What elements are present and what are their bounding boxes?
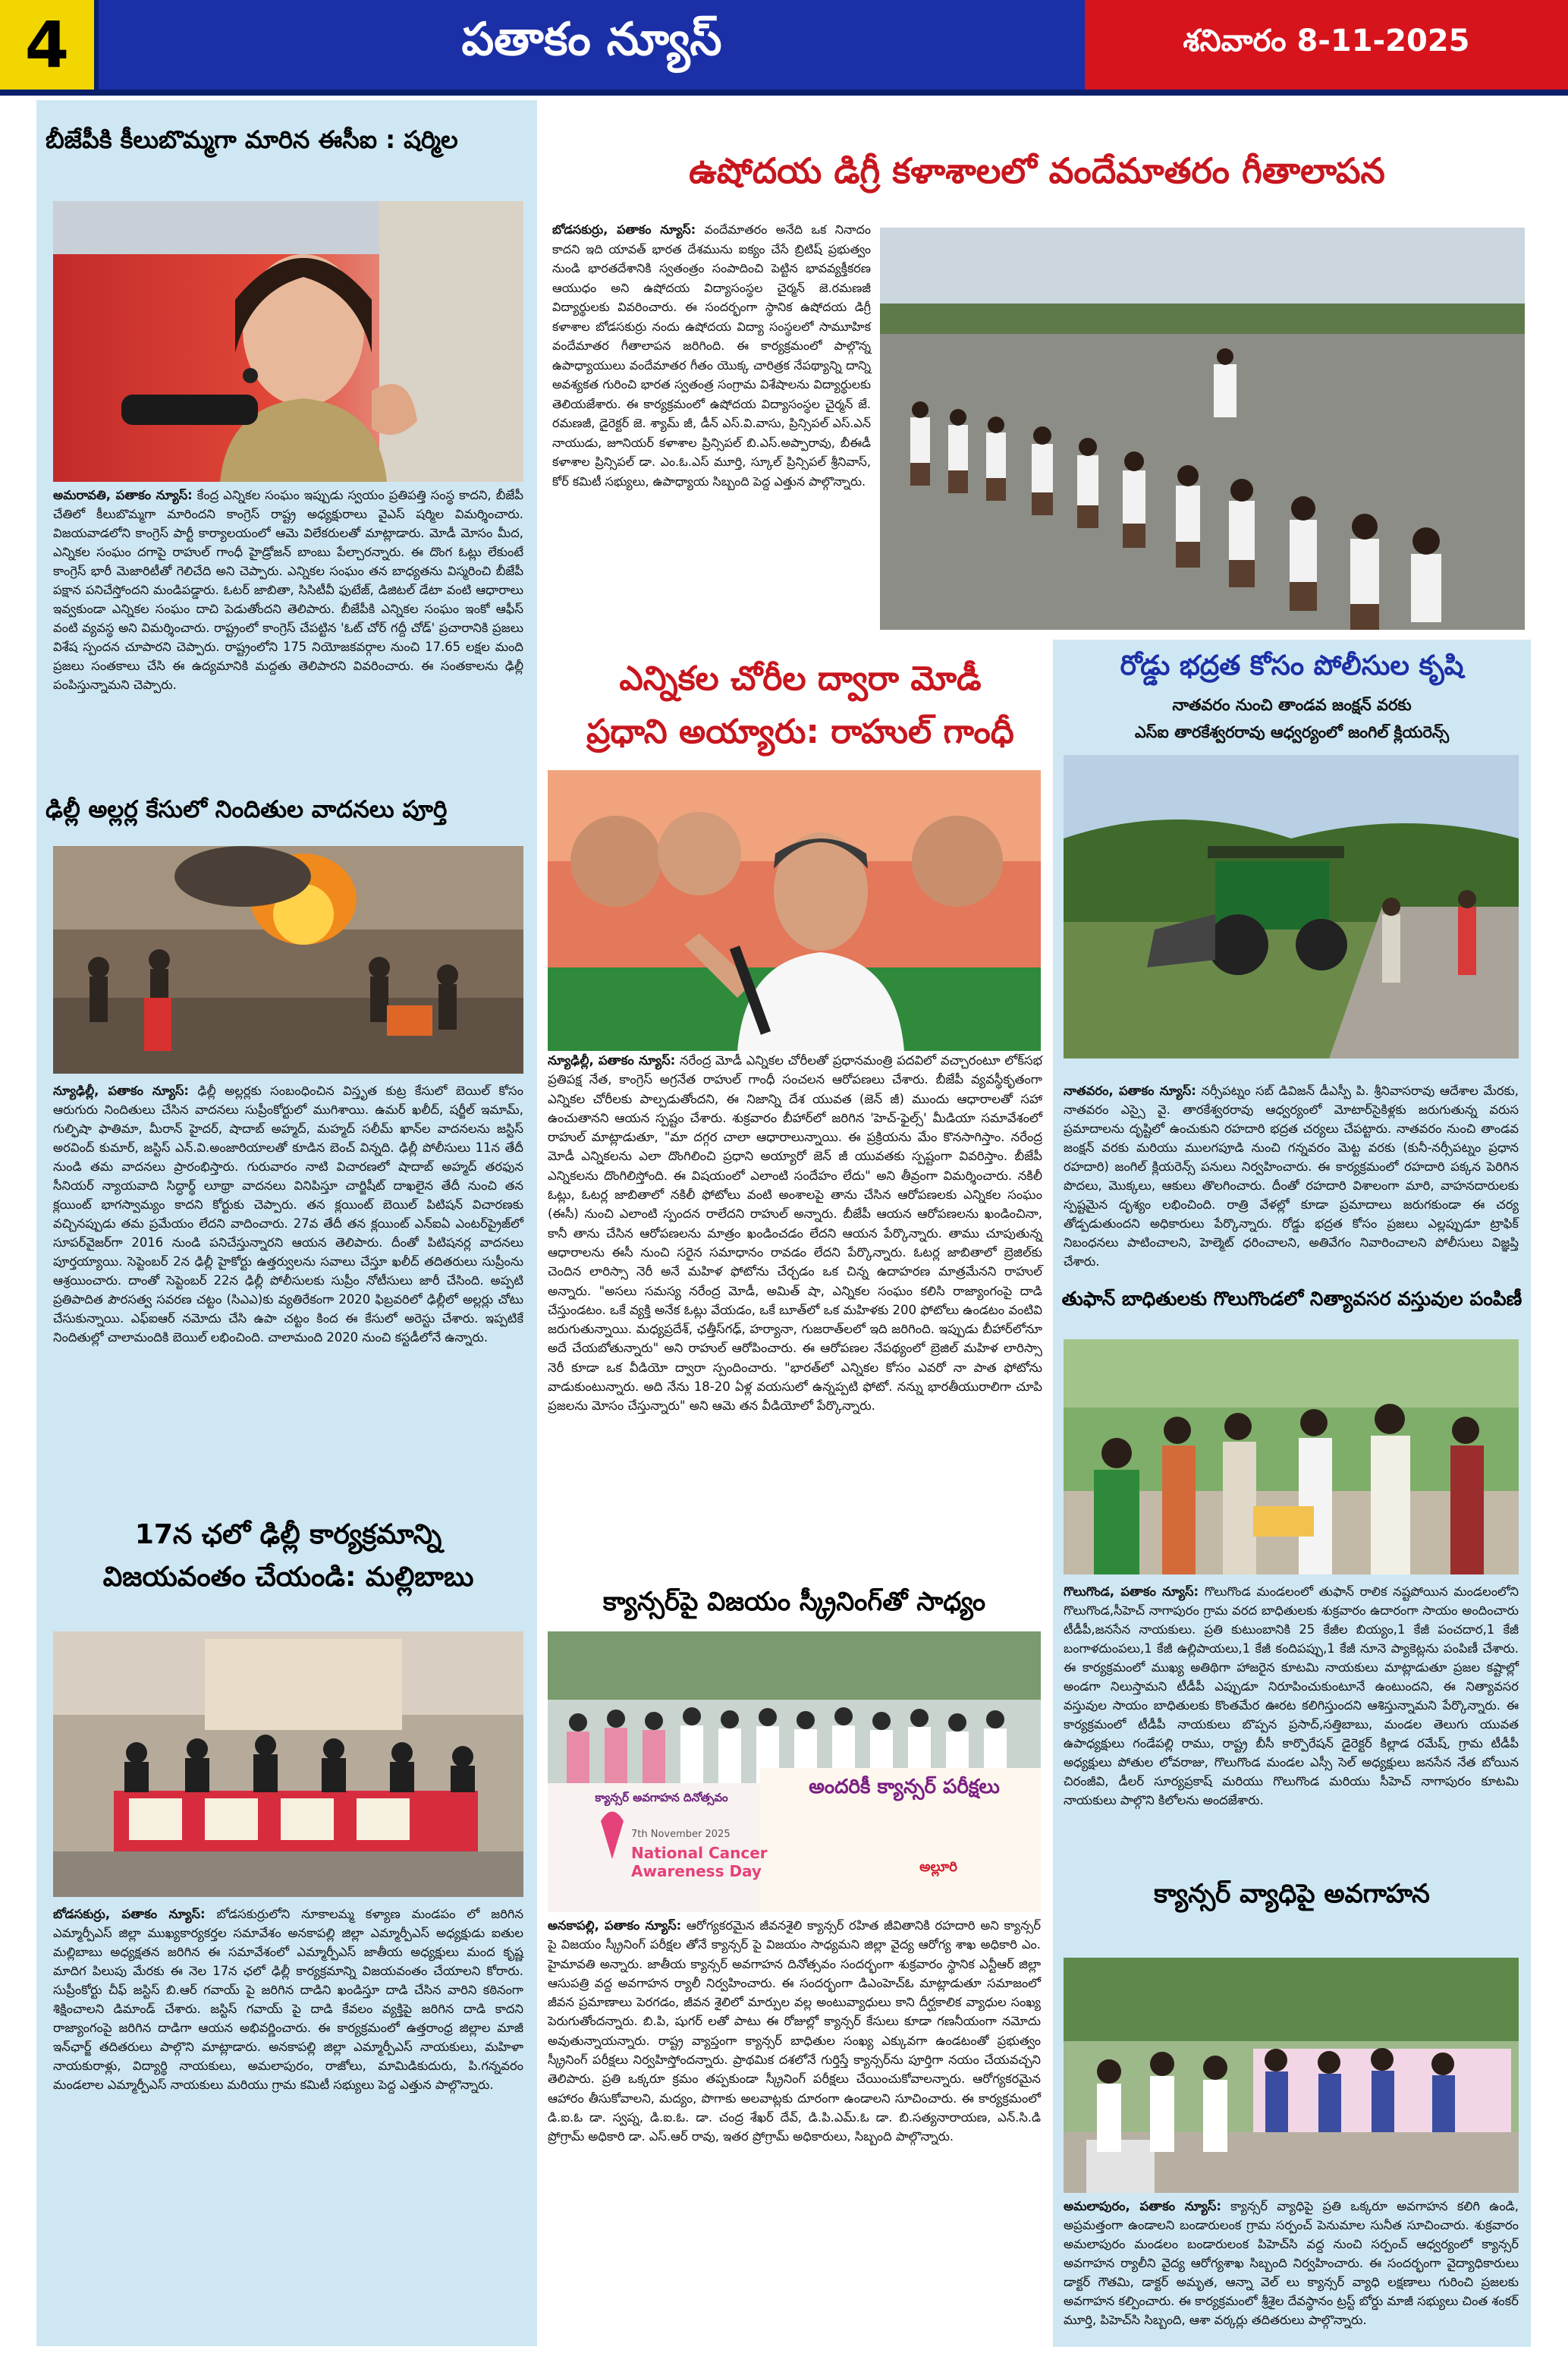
cancer-awareness-headline: క్యాన్సర్ వ్యాధిపై అవగాహన	[1154, 1879, 1430, 1909]
sharmila-body: కేంద్ర ఎన్నికల సంఘం ఇప్పుడు స్వయం ప్రతిపత్తి సంస్థ కాదని, బీజేపీ చేతిలో కీలుబొమ్మగా మారిందని కాంగ్రెస్ రాష్ట్ర అధ్యక్షురాలు వైఎస్ షర్మిల విమర్శించారు. విజయవాడలోని కాంగ్రెస్ పార్టీ కార్యాలయంలో ఆమె విలేకరులతో మాట్లాడారు. మోడీ మోసం మీద, ఎన్నికల సంఘం దగాపై రాహుల్ గాంధీ హైడ్రోజన్ బాంబు పేల్చారన్నారు. ఈ దొంగ ఓట్లు లేకుంటే కాంగ్రెస్ భారీ మెజారిటీతో గెలిచేది అని చెప్పారు. ఎన్నికల సంఘం తన బాధ్యతను విస్మరించి బీజేపీ పక్షాన పనిచేస్తోందని మండిపడ్డారు. ఓటర్ జాబితా, సిసిటీవీ ఫుటేజ్, డిజిటల్ డేటా వంటి ఆధారాలు ఇవ్వకుండా ఎన్నికల సంఘం దాచి పెడుతోందని తెలిపారు. బీజేపీకి ఎన్నికల సంఘం ఇంకో ఆఫీస్ వంటి వ్యవస్థ అని విమర్శించారు. రాష్ట్రంలో కాంగ్రెస్ చేపట్టిన 'ఓట్ చోర్ గద్దీ చోడ్' ప్రచారానికి ప్రజలు విశేష స్పందన చూపారని చెప్పారు. రాష్ట్రంలోని 175 నియోజకవర్గాల నుంచి 17.65 లక్షల మంది ప్రజలు సంతకాలు చేసి ఈ ఉద్యమానికి మద్దతు తెలిపారని వివరించారు. ఈ సంతకాలను ఢిల్లీ పంపిస్తున్నామని చెప్పారు.	[53, 488, 523, 692]
mallibabu-article	[46, 1499, 531, 1620]
toofan-relief-article	[1059, 1279, 1525, 1324]
delhi-riots-dateline: న్యూఢిల్లీ, పతాకం న్యూస్:	[53, 1084, 189, 1098]
sharmila-photo	[53, 201, 523, 482]
rahul-article	[546, 653, 1054, 766]
road-safety-subhead-1: నాతవరం నుంచి తాండవ జంక్షన్ వరకు	[1172, 696, 1412, 714]
photo-banner-text-2: అందరికీ క్యాన్సర్ పరీక్షలు	[809, 1776, 1000, 1798]
cancer-awareness-article	[1059, 1874, 1525, 1920]
issue-date: శనివారం 8-11-2025	[1085, 0, 1568, 90]
cancer-awareness-dateline: అమలాపురం, పతాకం న్యూస్:	[1064, 2199, 1221, 2213]
rahul-dateline: న్యూఢిల్లీ, పతాకం న్యూస్:	[548, 1053, 676, 1068]
mallibabu-photo	[53, 1631, 523, 1897]
photo-banner-text-1: క్యాన్సర్ అవగాహన దినోత్సవం	[595, 1791, 728, 1804]
cancer-screening-body: ఆరోగ్యకరమైన జీవనశైలి క్యాన్సర్ రహిత జీవితానికి రహదారి అని క్యాన్సర్ పై విజయం స్క్రీనింగ్ పరీక్షల తోనే క్యాన్సర్ పై విజయం సాధ్యమని జిల్లా వైద్య ఆరోగ్య శాఖ అధికారి ఎం. హైమావతి అన్నారు. జాతీయ క్యాన్సర్ అవగాహన దినోత్సవం సందర్భంగా శుక్రవారం స్థానిక ఎన్టీఆర్ జిల్లా ఆసుపత్రి వద్ద అవగాహన ర్యాలీ నిర్వహించారు. ఈ సందర్భంగా డిఎంహెచ్ఓ మాట్లాడుతూ సమాజంలో జీవన ప్రమాణాలు పెరగడం, జీవన శైలిలో మార్పుల వల్ల అంటువ్యాధులు కాని దీర్ఘకాలిక వ్యాధుల సంఖ్య పెరుగుతోందన్నారు. బి.పి, షుగర్ లతో పాటు ఈ రోజుల్లో క్యాన్సర్ కేసులు కూడా గణనీయంగా నమోదు అవుతున్నాయన్నారు. రాష్ట్ర వ్యాప్తంగా క్యాన్సర్ బాధితుల సంఖ్య ఎక్కువగా ఉండటంతో ప్రభుత్వం స్క్రీనింగ్ పరీక్షలు నిర్వహిస్తోందన్నారు. ప్రాథమిక దశలోనే గుర్తిస్తే క్యాన్సర్‌ను పూర్తిగా నయం చేయవచ్చని తెలిపారు. ప్రతి ఒక్కరూ క్రమం తప్పకుండా స్క్రీనింగ్ పరీక్షలు చేయించుకోవాలన్నారు. ఆరోగ్యకరమైన ఆహారం తీసుకోవాలని, మద్యం, పొగాకు అలవాట్లకు దూరంగా ఉండాలని సూచించారు. ఈ కార్యక్రమంలో డి.ఐ.ఓ డా. స్వప్న, డి.ఐ.ఓ. డా. చంద్ర శేఖర్ దేవ్, డి.పి.ఎమ్.ఓ డా. బి.సత్యనారాయణ, ఎన్.సి.డి ప్రోగ్రామ్ అధికారి డా. ఎస్.ఆర్ రావు, ఇతర ప్రోగ్రామ్ అధికారులు, సిబ్బంది పాల్గొన్నారు.	[548, 1918, 1041, 2144]
photo-banner-text-3: National Cancer Awareness Day	[631, 1844, 768, 1880]
toofan-relief-dateline: గొలుగొండ, పతాకం న్యూస్:	[1064, 1584, 1199, 1599]
mallibabu-headline-line1: 17న ఛలో ఢిల్లీ కార్యక్రమాన్ని	[134, 1519, 442, 1550]
mallibabu-body: బోడసకుర్రులోని నూకాలమ్మ కళ్యాణ మండపం లో జరిగిన ఎమ్మార్పీఎస్ జిల్లా ముఖ్యకార్యకర్తల సమావేశం అనకాపల్లి జిల్లా ఎమ్మార్పీఎస్ అధ్యక్షుడు ఐతుల మల్లిబాబు అధ్యక్షతన జరిగిన ఈ సమావేశంలో ఎమ్మార్పీఎస్ జాతీయ అధ్యక్షులు మంద కృష్ణ మాదిగ పిలుపు మేరకు ఈ నెల 17న ఛలో ఢిల్లీ కార్యక్రమాన్ని విజయవంతం చేయాలని కోరారు. సుప్రీంకోర్టు చీఫ్ జస్టిస్ బి.ఆర్ గవాయ్ పై జరిగిన దాడిని ఖండిస్తూ దాడి చేసిన వారిని కఠినంగా శిక్షించాలని డిమాండ్ చేశారు. జస్టిస్ గవాయ్ పై దాడి కేవలం వ్యక్తిపై జరిగిన దాడి కాదని రాజ్యాంగంపై జరిగిన దాడిగా ఆయన అభివర్ణించారు. ఈ కార్యక్రమంలో ఉత్తరాంధ్ర జిల్లాల మాజీ ఇన్‌ఛార్జ్ తదితరులు పాల్గొని మాట్లాడారు. అనకాపల్లి జిల్లా ఎమ్మార్పీఎస్ నాయకులు, మహిళా నాయకురాళ్లు, విద్యార్థి నాయకులు, అమలాపురం, రాజోలు, మామిడికుదురు, పి.గన్నవరం మండలాల ఎమ్మార్పీఎస్ నాయకులు మరియు గ్రామ కమిటీ సభ్యులు పెద్ద ఎత్తున పాల్గొన్నారు.	[53, 1907, 523, 2092]
toofan-relief-text	[1064, 1582, 1519, 1901]
vandemataram-body: వందేమాతరం అనేది ఒక నినాదం కాదని ఇది యావత్ భారత దేశమును ఐక్యం చేసే బ్రిటిష్ ప్రభుత్వం నుండి భారతదేశానికి స్వతంత్రం సంపాదించి పెట్టిన భావవ్యక్తీకరణ ఆయుధం అని ఉషోదయ విద్యాసంస్థల చైర్మన్ జె.రమణజీ విద్యార్థులకు వివరించారు. ఈ సందర్భంగా స్థానిక ఉషోదయ డిగ్రీ కళాశాల బోడసకుర్రు నందు ఉషోదయ విద్యా సంస్థలలో సామూహిక వందేమాతర గీతాలాపన జరిగింది. ఈ కార్యక్రమంలో పాల్గొన్న ఉపాధ్యాయులు వందేమాతర గీతం యొక్క చారిత్రక నేపథ్యాన్ని దాన్ని అవశ్యకత గురించి భారత స్వతంత్ర సంగ్రామ విశేషాలను విద్యార్థులకు తెలియజేశారు. ఈ కార్యక్రమంలో ఉషోదయ విద్యాసంస్థల చైర్మన్ జే. రమణజీ, డైరెక్టర్ జె. శ్యామ్ జీ, డీన్ ఎస్.వి.వాసు, ప్రిన్సిపల్ ఎస్.ఎన్ నాయుడు, జూనియర్ కళాశాల ప్రిన్సిపల్ బి.ఎస్.అప్పారావు, బీఈడీ కళాశాల ప్రిన్సిపల్ డా. ఎం.ఓ.ఎస్ మూర్తి, స్కూల్ ప్రిన్సిపల్ శ్రీనివాస్, కోర్ కమిటీ సభ్యులు, ఉపాధ్యాయ సిబ్బంది పెద్ద ఎత్తున పాల్గొన్నారు.	[552, 222, 871, 489]
mallibabu-text	[53, 1905, 523, 2341]
page-number: 4	[0, 0, 99, 90]
road-safety-photo	[1064, 755, 1519, 1059]
cancer-awareness-text	[1064, 2197, 1519, 2341]
vandemataram-headline: ఉషోదయ డిగ్రీ కళాశాలలో వందేమాతరం గీతాలాపన	[689, 150, 1385, 191]
delhi-riots-text	[53, 1081, 523, 1491]
road-safety-dateline: నాతవరం, పతాకం న్యూస్:	[1064, 1084, 1196, 1098]
cancer-screening-dateline: అనకాపల్లి, పతాకం న్యూస్:	[548, 1918, 682, 1933]
toofan-relief-headline: తుఫాన్ బాధితులకు గొలుగొండలో నిత్యావసర వస్తువుల పంపిణీ	[1061, 1288, 1522, 1310]
cancer-awareness-body: క్యాన్సర్ వ్యాధిపై ప్రతి ఒక్కరూ అవగాహన కలిగి ఉండి, అప్రమత్తంగా ఉండాలని బండారులంక గ్రామ సర్పంచ్ పెనుమాల సునీత సూచించారు. శుక్రవారం అమలాపురం మండలం బండారులంక పిహెచ్‌సి వద్ద నుంచి సర్పంచ్ ఆధ్వర్యంలో క్యాన్సర్ అవగాహన ర్యాలీని వైద్య ఆరోగ్యశాఖ సిబ్బంది నిర్వహించారు. ఈ సందర్భంగా వైద్యాధికారులు డాక్టర్ గౌతమి, డాక్టర్ అమృత, ఆన్నా వెల్ లు క్యాన్సర్ వ్యాధి లక్షణాలు గురించి ప్రజలకు అవగాహన కల్పించారు. ఈ కార్యక్రమంలో శ్రీశైల దేవస్థానం ట్రస్ట్ బోర్డు మాజీ సభ్యులు చింత శంకర్ మూర్తి, పిహెచ్‌సి సిబ్బంది, ఆశా వర్కర్లు తదితరులు పాల్గొన్నారు.	[1064, 2199, 1519, 2327]
masthead	[0, 0, 1568, 90]
road-safety-subhead-2: ఎస్ఐ తారకేశ్వరరావు ఆధ్వర్యంలో జంగిల్ క్లియరెన్స్	[1134, 723, 1450, 741]
road-safety-body: నర్సీపట్నం సబ్ డివిజన్ డీఎస్పీ పి. శ్రీనివాసరావు ఆదేశాల మేరకు, నాతవరం ఎస్సై వై. తారకేశ్వరరావు ఆధ్వర్యంలో మోటార్‌సైకిళ్లకు జరుగుతున్న వరుస ప్రమాదాలను దృష్టిలో ఉంచుకుని రహదారి భద్రత చర్యలు చేపట్టారు. నాతవరం నుంచి తాండవ జంక్షన్ వరకు మరియు ములగపూడి నుంచి గన్నవరం మెట్ట వరకు (కునీ-నర్సీపట్నం ప్రధాన రహదారి) జంగిల్ క్లియరెన్స్ పనులు నిర్వహించారు. ఈ కార్యక్రమంలో రహదారి పక్కన పెరిగిన పొదలు, మొక్కలు, ఆకులు తొలగించారు. దీంతో రహదారి విశాలంగా మారి, వాహనదారులకు స్పష్టమైన దృశ్యం లభించింది. రాత్రి వేళల్లో కూడా ప్రమాదాలు జరుగకుండా ఈ చర్య తోడ్పడుతుందని అధికారులు పేర్కొన్నారు. రోడ్డు భద్రత కోసం ప్రజలు ఎల్లప్పుడూ ట్రాఫిక్ నిబంధనలు పాటించాలని, హెల్మెట్ ధరించాలని, అతివేగం నివారించాలని పోలీసులు విజ్ఞప్తి చేశారు.	[1064, 1084, 1519, 1269]
road-safety-article	[1059, 645, 1525, 751]
vandemataram-photo	[880, 228, 1525, 630]
photo-banner-text-5: అల్లూరి	[919, 1859, 957, 1875]
sharmila-article	[46, 105, 531, 181]
mallibabu-dateline: బోడసకుర్రు, పతాకం న్యూస్:	[53, 1907, 206, 1921]
cancer-screening-text	[548, 1916, 1041, 2341]
toofan-relief-photo	[1064, 1339, 1519, 1574]
toofan-relief-body: గొలుగొండ మండలంలో తుఫాన్ రాలిక నష్టపోయిన మండలంలోని గొలుగొండ,సీహెచ్ నాగాపురం గ్రామ వరద బాధితులకు శుక్రవారం ఉదారంగా సాయం అందించారు టీడీపీ,జనసేన నాయకులు. ప్రతి కుటుంబానికి 25 కేజీల బియ్యం,1 కేజీ పంచదార,1 కేజీ బంగాళదుంపలు,1 కేజీ ఉల్లిపాయలు,1 కేజీ కందిపప్పు,1 కేజీ నూనె ప్యాకెట్లను పంపిణీ చేశారు. ఈ కార్యక్రమంలో ముఖ్య అతిథిగా హాజరైన కూటమి నాయకులు మాట్లాడుతూ ప్రజల కష్టాల్లో అండగా నిలుస్తామని టీడీపీ ఎప్పుడూ నిరూపించుకుంటూనే ఉంటుందని, ఈ నిత్యావసర వస్తువుల సాయం బాధితులకు కొంతమేర ఊరట కలిగిస్తుందని ఆశిస్తున్నామని పేర్కొన్నారు. ఈ కార్యక్రమంలో టీడీపీ నాయకులు బొప్పన ప్రసాద్,సత్తిబాబు, మండల తెలుగు యువత ఉపాధ్యక్షులు గండేపల్లి రాము, రాష్ట్ర బీసీ కార్పొరేషన్ డైరెక్టర్ కిల్లాడ రమేష్, గ్రామ టీడీపీ అధ్యక్షులు పోతుల లోవరాజు, గొలుగొండ మండల ఎస్సీ సెల్ అధ్యక్షులు జనసేన నేత బోయిన చిరంజీవి, డీలర్ సూర్యప్రకాష్ మరియు గొలుగొండ మరియు సీహెచ్ నాగాపురం కూటమి నాయకులు పాల్గొని కిలోలను అందజేశారు.	[1064, 1584, 1519, 1807]
rahul-text	[548, 1051, 1042, 1567]
mallibabu-headline-line2: విజయవంతం చేయండి: మల్లిబాబు	[102, 1562, 474, 1593]
sharmila-text	[53, 486, 523, 785]
vandemataram-dateline: బోడసకుర్రు, పతాకం న్యూస్:	[552, 222, 696, 237]
delhi-riots-headline: ఢిల్లీ అల్లర్ల కేసులో నిందితుల వాదనలు పూర్తి	[46, 795, 448, 823]
delhi-riots-body: ఢిల్లీ అల్లర్లకు సంబంధించిన విస్తృత కుట్ర కేసులో బెయిల్ కోసం ఆరుగురు నిందితులు చేసిన వాదనలు సుప్రీంకోర్టులో ముగిశాయి. ఉమర్ ఖలీద్, షర్జీల్ ఇమామ్, గుల్ఫిషా ఫాతిమా, మీరాన్ హైదర్, షాదాబ్ అహ్మద్, మహ్మద్ సలీమ్ ఖాన్‌ల వాదనలను జస్టిస్ అరవింద్ కుమార్, జస్టిస్ ఎన్.వి.అంజారియాలతో కూడిన బెంచ్ విన్నది. ఢిల్లీ పోలీసులు 11న తేదీ నుండి తమ వాదనలు ప్రారంభిస్తారు. గురువారం నాటి విచారణలో షాదాబ్ అహ్మద్ తరఫున సీనియర్ న్యాయవాది సిద్ధార్థ్ లూథ్రా వాదనలు వినిపిస్తూ చార్జిషీట్ దాఖలైన తేదీ నుంచి తన క్లయింట్ భాగస్వామ్యం కాదని కోర్టుకు చెప్పారు. తన క్లయింట్ బెయిల్ పిటిషన్ విచారణకు వచ్చినప్పుడు తమ ప్రమేయం లేదని వాదించారు. 27వ తేదీ తన క్లయింట్ ఎన్ఐఏ ఎంటర్‌ప్రైజ్‌లో సూపర్‌వైజర్‌గా 2016 నుండి పనిచేస్తున్నారని ఆయన తెలిపారు. దీంతో పిటిషనర్ల వాదనలు పూర్తయ్యాయి. సెప్టెంబర్ 2న ఢిల్లీ హైకోర్టు ఉత్తర్వులను సవాలు చేస్తూ ఖలీద్ తదితరులు సుప్రీంను ఆశ్రయించారు. దాంతో సెప్టెంబర్ 22న ఢిల్లీ పోలీసులకు సుప్రీం నోటీసులు జారీ చేసింది. అప్పటి ప్రతిపాదిత పౌరసత్వ సవరణ చట్టం (సిఎఎ)కు వ్యతిరేకంగా 2020 ఫిబ్రవరిలో ఢిల్లీలో అల్లర్లు చోటు చేసుకున్నాయి. ఎఫ్ఐఆర్ నమోదు చేసి ఉపా చట్టం కింద ఈ కేసులో అరెస్టు చేశారు. ఇప్పటికే నిందితుల్లో చాలామందికి బెయిల్ లభించింది. చాలామంది 2020 నుంచి కస్టడీలోనే ఉన్నారు.	[53, 1084, 523, 1345]
masthead-rule	[0, 90, 1568, 96]
rahul-photo	[548, 770, 1041, 1051]
rahul-headline-line1: ఎన్నికల చోరీల ద్వారా మోడీ	[619, 659, 982, 698]
photo-banner-text-4: 7th November 2025	[631, 1829, 731, 1840]
sharmila-dateline: అమరావతి, పతాకం న్యూస్:	[53, 488, 193, 502]
cancer-screening-article	[548, 1582, 1041, 1628]
paper-name: పతాకం న్యూస్	[99, 0, 1085, 90]
cancer-awareness-photo	[1064, 1958, 1519, 2193]
road-safety-headline: రోడ్డు భద్రత కోసం పోలీసుల కృషి	[1120, 650, 1464, 681]
delhi-riots-photo	[53, 846, 523, 1074]
rahul-headline-line2: ప్రధాని అయ్యారు: రాహుల్ గాంధీ	[586, 712, 1014, 751]
vandemataram-article	[548, 134, 1526, 217]
rahul-body: నరేంద్ర మోడీ ఎన్నికల చోరీలతో ప్రధానమంత్రి పదవిలో వచ్చారంటూ లోక్‌సభ ప్రతిపక్ష నేత, కాంగ్రెస్ అగ్రనేత రాహుల్ గాంధీ సంచలన ఆరోపణలు చేశారు. బీజేపీ వ్యవస్థీకృతంగా ఎన్నికల చోరీలకు పాల్పడుతోందని, ఈ నిజాన్ని దేశ యువత (జెన్ జీ) ముందు ఆధారాలతో సహా ఉంచుతానని ఆయన స్పష్టం చేశారు. శుక్రవారం బీహార్‌లో జరిగిన 'హెచ్-ఫైల్స్' మీడియా సమావేశంలో రాహుల్ మాట్లాడుతూ, "మా దగ్గర చాలా ఆధారాలున్నాయి. ఈ ప్రక్రియను మేం కొనసాగిస్తాం. నరేంద్ర మోడీ ఎన్నికలను ఎలా దొంగిలించి ప్రధాని అయ్యారో జెన్ జీ యువతకు స్పష్టంగా వివరిస్తాం. బీజేపీ ఎన్నికలను దొంగిలిస్తోంది. ఈ విషయంలో ఎలాంటి సందేహం లేదు" అని తీవ్రంగా విమర్శించారు. నకిలీ ఓట్లు, ఓటర్ల జాబితాలో నకిలీ ఫోటోలు వంటి అంశాలపై తాను చేసిన ఆరోపణలకు ఎన్నికల సంఘం (ఈసీ) నుంచి ఎలాంటి స్పందన రాలేదని రాహుల్ అన్నారు. బీజేపీ ఆయన ఆరోపణలను ఖండించినా, కానీ తాను చేసిన ఆరోపణలను మాత్రం ఖండించడం లేదని ఆయన పేర్కొన్నారు. తాము చూపుతున్న ఆధారాలను ఈసీ నుంచి సరైన సమాధానం రావడం లేదని పేర్కొన్నారు. ఓటర్ల జాబితాలో బ్రెజిల్‌కు చెందిన లారిస్సా నెరీ అనే మహిళ ఫోటోను చేర్చడం ఒక చిన్న ఉదాహరణ మాత్రమేనని రాహుల్ అన్నారు. "అసలు సమస్య నరేంద్ర మోడీ, అమిత్ షా, ఎన్నికల సంఘం కలిసి రాజ్యాంగంపై దాడి చేస్తుండటం. ఒకే వ్యక్తి అనేక ఓట్లు వేయడం, ఒకే బూత్‌లో ఒక మహిళకు 200 ఫోటోలు ఉండటం వంటివి జరుగుతున్నాయి. మధ్యప్రదేశ్, ఛత్తీస్‌గఢ్, హర్యానా, గుజరాత్‌లలో ఇది జరిగింది. ఇప్పుడు బీహార్‌లోనూ అదే చేయబోతున్నారు" అని రాహుల్ ఆరోపించారు. ఈ ఆరోపణల నేపథ్యంలో బ్రెజిల్ మహిళ లారిస్సా నెరీ కూడా ఒక వీడియో ద్వారా స్పందించారు. "భారత్‌లో ఎన్నికల కోసం ఎవరో నా పాత ఫోటోను వాడుకుంటున్నారు. అది నేను 18-20 ఏళ్ల వయసులో ఉన్నప్పటి ఫోటో. నన్ను భారతీయురాలిగా చూపి ప్రజలను మోసం చేస్తున్నారు" అని ఆమె తన వీడియోలో పేర్కొన్నారు.	[548, 1053, 1043, 1414]
delhi-riots-article	[46, 785, 531, 838]
cancer-screening-headline: క్యాన్సర్‌పై విజయం స్క్రీనింగ్‌తో సాధ్యం	[602, 1587, 986, 1617]
sharmila-headline: బీజేపీకి కీలుబొమ్మగా మారిన ఈసీఐ : షర్మిల	[46, 125, 458, 154]
cancer-screening-photo	[548, 1631, 1041, 1912]
vandemataram-text	[552, 220, 871, 645]
